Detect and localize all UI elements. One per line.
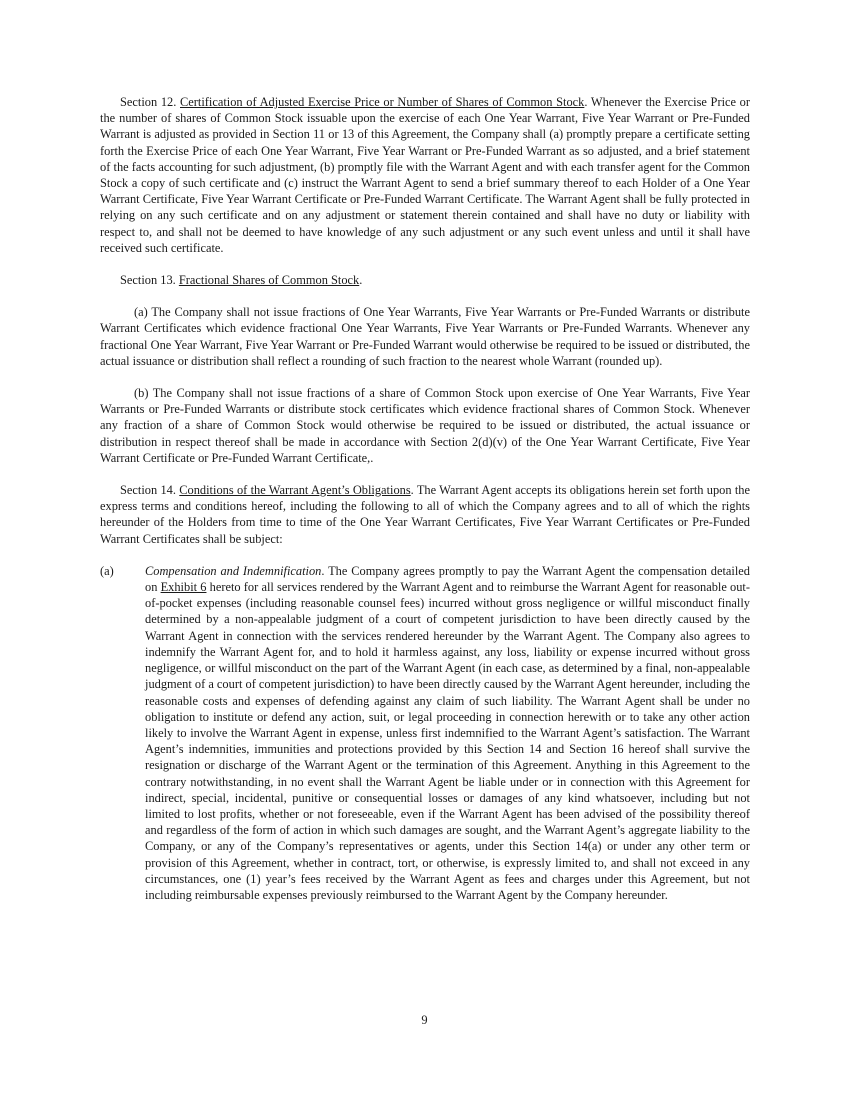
section-13-paragraph-b: (b) The Company shall not issue fractions of a share of Common Stock upon exercise of One Year Warrants, Five Year Warrants or Pre-Funded Warrants or distribute stock certificates which evidence fractional shares of Common Stock. Whenever any fraction of a share of Common Stock would otherwise be required to be issued or distributed, the actual issuance or distribution in respect thereof shall be made in accordance with Section 2(d)(v) of the One Year Warrant Certificate, Five Year Warrant Certificate or Pre-Funded Warrant Certificate,.	[100, 386, 750, 465]
section-14-paragraph	[100, 482, 750, 547]
section-14-body: . The Warrant Agent accepts its obligations herein set forth upon the express terms and conditions hereof, including the following to all of which the Company agrees and to all of which the rights hereunder of the Holders from time to time of the One Year Warrant Certificates, Five Year Warrant Certificates or Pre-Funded Warrant Certificates shall be subject:	[100, 483, 750, 546]
section-12-title: Certification of Adjusted Exercise Price or Number of Shares of Common Stock	[180, 95, 585, 109]
section-14-lead: Section 14.	[120, 483, 176, 498]
section-12-lead: Section 12.	[120, 95, 177, 109]
page-number: 9	[421, 1013, 428, 1027]
section-13-paragraph-a: (a) The Company shall not issue fractions of One Year Warrants, Five Year Warrants or Pre-Funded Warrants or distribute Warrant Certificates which evidence fractional One Year Warrants, Five Year Warrants or Pre-Funded Warrants. Whenever any fractional One Year Warrant, Five Year Warrant or Pre-Funded Warrant would otherwise be required to be issued or distributed, the actual issuance or distribution shall reflect a rounding of such fraction to the nearest whole Warrant (rounded up).	[100, 305, 750, 368]
section-12-body: . Whenever the Exercise Price or the number of shares of Common Stock issuable upon the exercise of each One Year Warrant, Five Year Warrant or Pre-Funded Warrant is adjusted as provided in Section 11 or 13 of this Agreement, the Company shall (a) promptly prepare a certificate setting forth the Exercise Price of each One Year Warrant, Five Year Warrant or Pre-Funded Warrant as so adjusted, and a brief statement of the facts accounting for such adjustment, (b) promptly file with the Warrant Agent and with each transfer agent for the Common Stock a copy of such certificate and (c) instruct the Warrant Agent to send a brief summary thereof to each Holder of a One Year Warrant Certificate, Five Year Warrant Certificate or Pre-Funded Warrant Certificate. The Warrant Agent shall be fully protected in relying on any such certificate and on any adjustment or statement therein contained and shall have no duty or liability with respect to, and shall not be deemed to have knowledge of any such adjustment or any such event unless and until it shall have received such certificate.	[100, 95, 750, 255]
item-a-body	[145, 563, 750, 903]
section-12-paragraph	[100, 94, 750, 256]
document-page	[100, 94, 750, 903]
section-13-heading	[100, 272, 750, 288]
item-a-label: (a)	[100, 563, 114, 578]
section-14-title: Conditions of the Warrant Agent’s Obligations	[179, 483, 411, 498]
section-14-item-a	[100, 563, 750, 903]
exhibit-6-reference: Exhibit 6	[160, 580, 207, 595]
section-13-lead: Section 13.	[120, 273, 176, 288]
item-a-text-2: hereto for all services rendered by the Warrant Agent and to reimburse the Warrant Agent for reasonable out-of-pocket expenses (including reasonable counsel fees) incurred without gross negligence or willful misconduct finally determined by a non-appealable judgment of a court of competent jurisdiction to have been directly caused by the Warrant Agent in connection with the services rendered hereunder by the Warrant Agent. The Company also agrees to indemnify the Warrant Agent for, and to hold it harmless against, any loss, liability or expense incurred without gross negligence, or willful misconduct on the part of the Warrant Agent (in each case, as determined by a final, non-appealable judgment of a court of competent jurisdiction) to have been directly caused by the Warrant Agent hereunder, including the reasonable costs and expenses of defending against any claim of such liability. The Warrant Agent shall be under no obligation to institute or defend any action, suit, or legal proceeding in connection herewith or to take any other action likely to involve the Warrant Agent in expense, unless first indemnified to the Warrant Agent’s satisfaction. The Warrant Agent’s indemnities, immunities and protections provided by this Section 14 and Section 16 hereof shall survive the resignation or discharge of the Warrant Agent or the termination of this Agreement. Anything in this Agreement to the contrary notwithstanding, in no event shall the Warrant Agent be liable under or in connection with this Agreement for indirect, special, incidental, punitive or consequential losses or damages of any kind whatsoever, including but not limited to lost profits, whether or not foreseeable, even if the Warrant Agent has been advised of the possibility thereof and regardless of the form of action in which such damages are sought, and the Warrant Agent’s aggregate liability to the Company, or any of the Company’s representatives or agents, under this Section 14(a) or under any other term or provision of this Agreement, whether in contract, tort, or otherwise, is expressly limited to, and shall not exceed in any circumstances, one (1) year’s fees received by the Warrant Agent as fees and charges under this Agreement, but not including reimbursable expenses previously reimbursed to the Warrant Agent by the Company hereunder.	[145, 580, 750, 902]
section-13-title: Fractional Shares of Common Stock	[178, 273, 360, 288]
item-a-text-1: . The Company agrees promptly to pay the Warrant Agent the compensation detailed on	[145, 563, 750, 595]
item-a-heading: Compensation and Indemnification	[145, 563, 322, 578]
section-13-end: .	[359, 273, 363, 288]
